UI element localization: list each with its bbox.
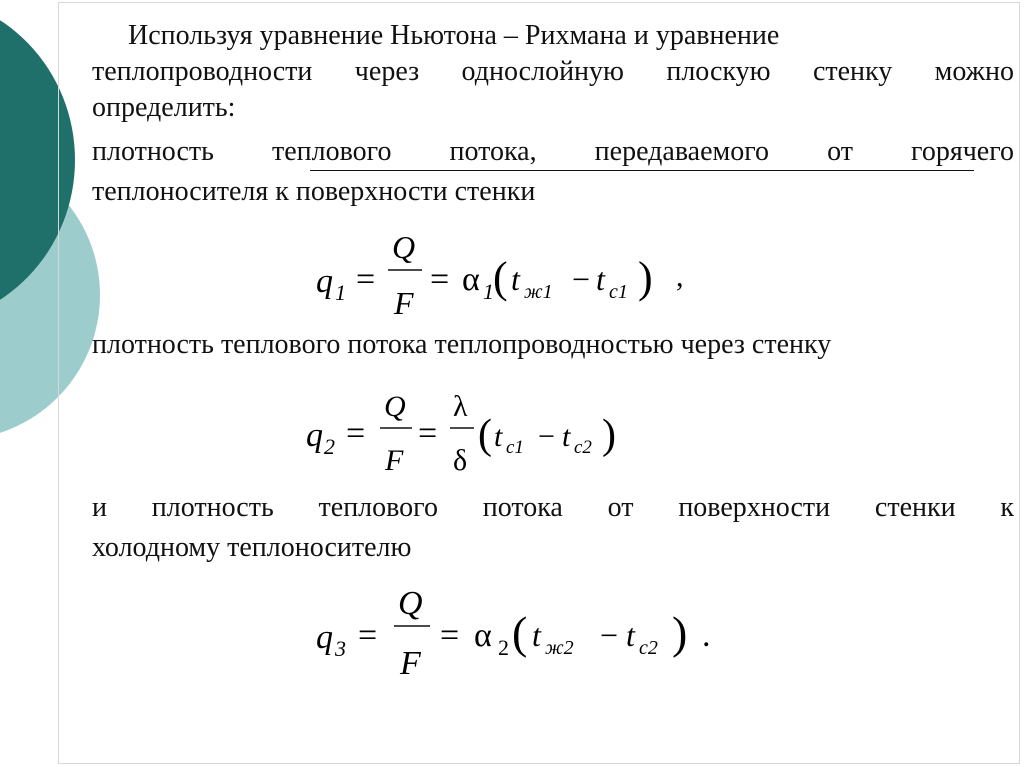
f3-den: F	[400, 645, 421, 682]
f3-q-sub: 3	[335, 636, 346, 661]
f1-t1-sub: ж1	[524, 281, 553, 303]
paragraph-3-line-1: и плотность теплового потока от поверхности стенки к	[92, 492, 1014, 523]
f2-num2: λ	[453, 390, 468, 423]
f3-minus: −	[600, 617, 619, 653]
f2-t1-sub: с1	[506, 437, 524, 458]
paragraph-3-line-2: холодному теплоносителю	[92, 532, 412, 563]
f1-t1: t	[511, 261, 520, 297]
intro-line-3: определить:	[92, 92, 236, 123]
f2-t2: t	[562, 420, 571, 453]
f2-rparen: )	[602, 412, 616, 458]
intro-line-2: теплопроводности через однослойную плоскую стенку можно	[92, 56, 1014, 87]
f1-coef-sub: 1	[483, 279, 494, 304]
f2-den2: δ	[453, 444, 468, 477]
f1-t2-sub: с1	[609, 281, 628, 303]
f1-eq1: =	[356, 261, 376, 298]
f1-trail: ,	[676, 260, 684, 293]
f3-lparen: (	[512, 607, 528, 658]
f2-lparen: (	[478, 412, 492, 458]
formula-q3	[300, 580, 740, 689]
f3-t2-sub: с2	[639, 637, 658, 659]
f2-minus: −	[538, 420, 555, 453]
f3-coef-sub: 2	[498, 635, 509, 660]
f3-q: q	[316, 619, 333, 656]
formula-q1	[300, 222, 720, 327]
f2-num: Q	[384, 390, 406, 423]
f1-coef: α	[462, 261, 480, 298]
f3-t1-sub: ж2	[545, 637, 574, 659]
f2-eq2: =	[418, 415, 438, 452]
paragraph-1-line-2: теплоносителя к поверхности стенки	[92, 176, 536, 207]
f3-eq1: =	[358, 617, 378, 654]
f2-den: F	[385, 444, 404, 477]
f1-minus: −	[572, 261, 591, 297]
intro-line-1: Используя уравнение Ньютона – Рихмана и уравнение	[128, 20, 780, 51]
f3-rparen: )	[672, 607, 688, 658]
f1-t2: t	[596, 261, 605, 297]
f1-rparen: )	[638, 253, 653, 302]
f1-q-sub: 1	[335, 280, 346, 305]
f2-t2-sub: с2	[574, 437, 592, 458]
underline	[310, 170, 974, 171]
f1-num: Q	[392, 229, 416, 265]
f2-eq1: =	[346, 415, 366, 452]
f3-trail: .	[702, 617, 711, 654]
f1-q: q	[316, 263, 333, 300]
paragraph-1-line-1: плотность теплового потока, передаваемого от горячего	[92, 136, 1014, 167]
f3-t1: t	[532, 617, 541, 653]
f3-num: Q	[398, 585, 423, 622]
f1-den: F	[394, 285, 414, 321]
f1-lparen: (	[493, 253, 508, 302]
f2-t1: t	[494, 420, 503, 453]
paragraph-2: плотность теплового потока теплопроводностью через стенку	[92, 329, 832, 360]
f2-q: q	[306, 417, 323, 454]
f3-coef: α	[474, 617, 492, 654]
f2-q-sub: 2	[324, 434, 335, 459]
f1-eq2: =	[430, 261, 450, 298]
f3-t2: t	[626, 617, 635, 653]
f3-eq2: =	[440, 617, 460, 654]
formula-q2	[300, 388, 640, 489]
